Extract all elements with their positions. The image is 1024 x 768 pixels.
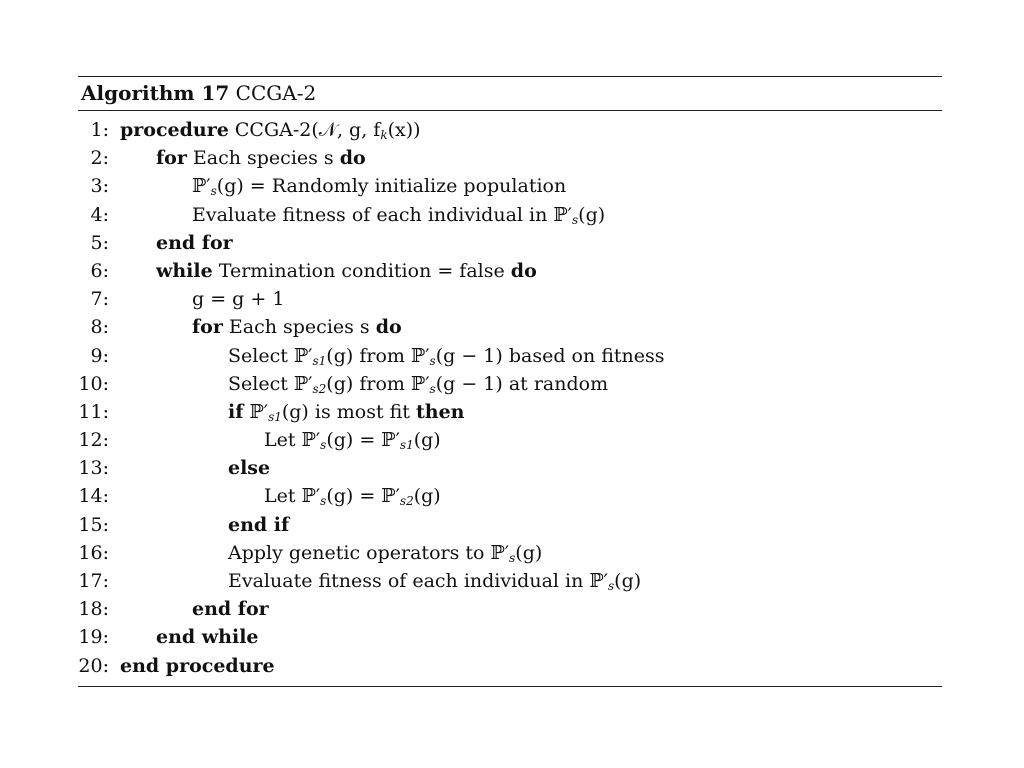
bottom-rule [78, 686, 942, 687]
line-content [192, 201, 605, 229]
algorithm-body [78, 111, 942, 686]
algorithm-line [78, 511, 942, 539]
statement-text: Each species s [228, 316, 370, 339]
line-number: 4: [90, 203, 109, 226]
line-content [192, 285, 284, 313]
line-content [192, 313, 402, 341]
algorithm-line [78, 285, 942, 313]
statement-text: Let ℙ′ [264, 429, 321, 452]
algorithm-line [78, 172, 942, 200]
line-number: 15: [78, 513, 109, 536]
subscript: s [210, 184, 217, 199]
algorithm-line [78, 623, 942, 651]
line-number: 16: [78, 541, 109, 564]
keyword: else [228, 457, 271, 480]
line-content [156, 623, 259, 651]
algorithm-line [78, 482, 942, 510]
algorithm-name: CCGA-2 [235, 81, 317, 105]
statement-text: ℙ′ [249, 400, 269, 423]
subscript: s [429, 353, 436, 368]
keyword: if [228, 400, 244, 423]
line-number: 17: [78, 570, 109, 592]
line-number: 2: [90, 147, 109, 170]
line-number: 3: [90, 175, 109, 198]
line-number: 18: [78, 598, 109, 621]
algorithm-line [78, 313, 942, 341]
line-number: 12: [78, 429, 109, 452]
statement-text: (g) is most fit [281, 400, 410, 423]
statement-text: (g) = Randomly initialize population [216, 175, 567, 198]
algorithm-block [78, 76, 942, 687]
keyword: end for [192, 598, 269, 621]
algorithm-line [78, 426, 942, 454]
algorithm-line [78, 454, 942, 482]
line-content [120, 652, 275, 680]
algorithm-line [78, 144, 942, 172]
statement-text: (g − 1) at random [435, 372, 609, 395]
subscript: s [571, 212, 579, 227]
subscript: s2 [399, 494, 414, 509]
line-number: 8: [90, 316, 109, 339]
statement-text: CCGA-2(𝒩, g, f [234, 119, 381, 141]
algorithm-line [78, 398, 942, 426]
line-content [192, 595, 269, 623]
line-content [228, 398, 465, 426]
statement-text: (g) from ℙ′ [326, 372, 430, 395]
statement-text: (g) [578, 203, 606, 226]
subscript: s [320, 438, 327, 453]
subscript: s1 [399, 438, 414, 453]
statement-text: (g) = ℙ′ [326, 485, 400, 508]
statement-text: (g) [515, 541, 543, 564]
statement-text: (x)) [387, 119, 421, 141]
algorithm-line [78, 201, 942, 229]
subscript: s [509, 550, 516, 565]
line-content [228, 454, 270, 482]
statement-text: Select ℙ′ [228, 372, 313, 395]
statement-text: (g − 1) based on fitness [435, 344, 665, 367]
subscript: s [607, 579, 615, 593]
statement-text: (g) = ℙ′ [326, 429, 400, 452]
algorithm-line [78, 595, 942, 623]
line-content [228, 342, 665, 370]
keyword: for [156, 147, 187, 170]
keyword: end procedure [120, 654, 275, 677]
algorithm-line [78, 370, 942, 398]
statement-text: (g) [413, 429, 441, 452]
line-content [264, 482, 441, 510]
keyword: while [156, 259, 213, 282]
line-content [192, 172, 566, 200]
line-number: 6: [90, 259, 109, 282]
keyword: do [510, 259, 537, 282]
subscript: s1 [312, 353, 327, 368]
statement-text: ℙ′ [192, 175, 211, 198]
line-content [156, 229, 233, 257]
line-content [228, 539, 542, 567]
line-number: 9: [90, 344, 109, 367]
statement-text: Let ℙ′ [264, 485, 321, 508]
line-number: 20: [78, 654, 109, 677]
line-content [228, 567, 641, 595]
line-content [156, 257, 537, 285]
keyword: do [375, 316, 402, 339]
statement-text: g = g + 1 [192, 288, 285, 311]
algorithm-line [78, 257, 942, 285]
subscript: s [429, 381, 436, 396]
algorithm-line [78, 652, 942, 680]
subscript: s [320, 494, 327, 509]
algorithm-line [78, 567, 942, 595]
keyword: end while [156, 626, 259, 649]
statement-text: Select ℙ′ [228, 344, 313, 367]
algorithm-line [78, 229, 942, 257]
line-number: 13: [78, 457, 109, 480]
algorithm-line [78, 539, 942, 567]
line-content [228, 511, 289, 539]
line-number: 19: [78, 626, 109, 649]
line-number: 14: [78, 485, 109, 508]
statement-text: Termination condition = false [218, 259, 505, 282]
line-number: 10: [78, 372, 109, 395]
line-content [156, 144, 366, 172]
line-number: 11: [78, 400, 109, 423]
statement-text: Evaluate fitness of each individual in ℙ′ [228, 570, 608, 592]
subscript: s1 [268, 409, 282, 424]
keyword: end for [156, 231, 233, 254]
algorithm-label: Algorithm 17 [81, 81, 230, 105]
keyword: do [339, 147, 366, 170]
keyword: for [192, 316, 223, 339]
subscript: k [380, 128, 388, 142]
subscript: s2 [312, 381, 327, 396]
keyword: procedure [120, 119, 229, 141]
algorithm-line [78, 342, 942, 370]
statement-text: Evaluate fitness of each individual in ℙ′ [192, 203, 572, 226]
statement-text: (g) [614, 570, 642, 592]
line-content [120, 116, 421, 144]
algorithm-caption [78, 77, 942, 110]
line-content [264, 426, 441, 454]
algorithm-line [78, 116, 942, 144]
statement-text: (g) from ℙ′ [326, 344, 430, 367]
statement-text: Apply genetic operators to ℙ′ [228, 541, 510, 564]
line-content [228, 370, 608, 398]
line-number: 5: [90, 231, 109, 254]
statement-text: Each species s [192, 147, 334, 170]
line-number: 1: [90, 119, 109, 141]
keyword: end if [228, 513, 290, 536]
line-number: 7: [90, 288, 109, 311]
keyword: then [416, 400, 465, 423]
statement-text: (g) [413, 485, 441, 508]
